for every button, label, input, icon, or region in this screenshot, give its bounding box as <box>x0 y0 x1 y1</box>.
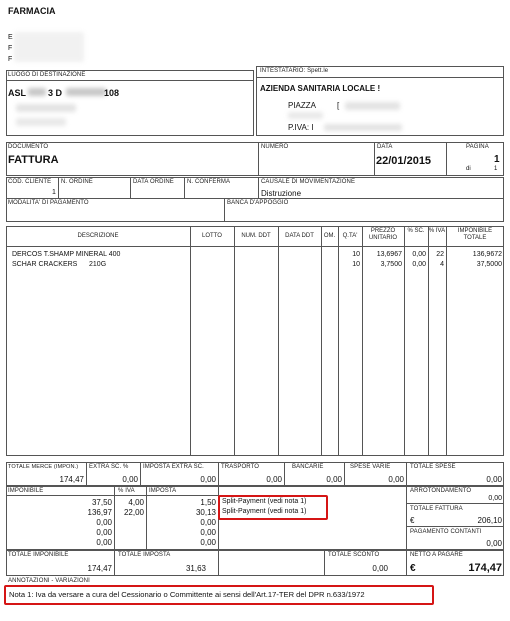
destination-asl-suffix: 108 <box>104 88 120 98</box>
redacted-holder-1 <box>345 102 400 110</box>
extra-sc: 0,00 <box>122 475 138 484</box>
destination-asl-mid: 3 D <box>48 88 63 98</box>
table-row-2-desc: SCHAR CRACKERS 210G <box>12 261 107 268</box>
col-prezzo: PREZZO UNITARIO <box>368 228 398 241</box>
holder-name: AZIENDA SANITARIA LOCALE ! <box>260 84 381 93</box>
cod-cliente-value: 1 <box>52 189 56 196</box>
col-qta: Q.TA' <box>342 233 358 239</box>
holder-street: PIAZZA <box>288 101 317 110</box>
vat-row-4-imponibile: 0,00 <box>96 528 112 537</box>
trasporto: 0,00 <box>266 475 282 484</box>
data-label: DATA <box>377 144 393 150</box>
table-row-1-totale: 136,9672 <box>472 251 502 258</box>
imposta-label: IMPOSTA <box>149 488 177 494</box>
col-imponibile: IMPONIBILE TOTALE <box>457 228 493 241</box>
table-row-1-prezzo: 13,6967 <box>376 251 402 258</box>
redacted-sender <box>14 32 84 62</box>
imponibile-label: IMPONIBILE <box>8 488 44 494</box>
arrotondamento-label: ARROTONDAMENTO <box>410 488 472 494</box>
vat-row-1-iva: 4,00 <box>128 498 144 507</box>
trasporto-label: TRASPORTO <box>221 464 260 470</box>
data-ordine-label: DATA ORDINE <box>133 179 174 185</box>
col-data-ddt: DATA DDT <box>285 233 314 239</box>
redacted-holder-2 <box>288 112 323 119</box>
destination-asl: ASL <box>8 88 26 98</box>
extra-sc-label: EXTRA SC. % <box>89 464 129 470</box>
pagina-di: di <box>466 166 471 172</box>
pagamento-label: PAGAMENTO CONTANTI <box>410 529 482 535</box>
nota-1-text: Nota 1: Iva da versare a cura del Cessionario o Committente ai sensi dell'Art.17-TER del DPR n.633/1972 <box>9 590 365 599</box>
spese-varie: 0,00 <box>388 475 404 484</box>
totale-merce: 174,47 <box>59 475 84 484</box>
vat-row-5-imponibile: 0,00 <box>96 538 112 547</box>
pagamento: 0,00 <box>486 539 502 548</box>
vat-row-3-imponibile: 0,00 <box>96 518 112 527</box>
split-payment-highlight <box>218 495 328 520</box>
col-lotto: LOTTO <box>202 233 222 239</box>
pagina-value: 1 <box>494 154 500 165</box>
vat-row-1-imposta: 1,50 <box>200 498 216 507</box>
col-descrizione: DESCRIZIONE <box>77 233 119 239</box>
netto-currency: € <box>410 563 416 574</box>
document-type: FATTURA <box>8 154 59 166</box>
n-ordine-label: N. ORDINE <box>61 179 93 185</box>
vat-row-3-imposta: 0,00 <box>200 518 216 527</box>
redacted-holder-3 <box>324 124 402 131</box>
causale-value: Distruzione <box>261 189 302 198</box>
pagina-total: 1 <box>494 166 498 172</box>
totale-fattura-label: TOTALE FATTURA <box>410 506 463 512</box>
banca-label: BANCA D'APPOGGIO <box>227 200 289 206</box>
vat-row-1-imponibile: 37,50 <box>91 498 112 507</box>
totale-imposta-label: TOTALE IMPOSTA <box>118 552 171 558</box>
imposta-extra: 0,00 <box>200 475 216 484</box>
annotazioni-label: ANNOTAZIONI - VARIAZIONI <box>8 578 90 584</box>
totale-fattura: 206,10 <box>477 516 502 525</box>
totale-spese-label: TOTALE SPESE <box>410 464 456 470</box>
col-sc: % SC. <box>407 228 425 234</box>
table-row-2-sc: 0,00 <box>412 261 426 268</box>
vat-row-2-iva: 22,00 <box>123 508 144 517</box>
sender-line-2: F <box>8 45 13 52</box>
totale-spese: 0,00 <box>486 475 502 484</box>
vat-row-4-imposta: 0,00 <box>200 528 216 537</box>
destination-label: LUOGO DI DESTINAZIONE <box>8 72 86 78</box>
col-iva: % IVA <box>428 228 446 234</box>
arrotondamento: 0,00 <box>488 495 502 502</box>
totale-fattura-currency: € <box>410 516 415 525</box>
col-om: OM. <box>323 233 336 239</box>
table-row-2-prezzo: 3,7500 <box>380 261 402 268</box>
col-num-ddt: NUM. DDT <box>241 233 271 239</box>
table-row-2-totale: 37,5000 <box>476 261 502 268</box>
spese-varie-label: SPESE VARIE <box>350 464 391 470</box>
table-row-1-sc: 0,00 <box>412 251 426 258</box>
redacted-dest-3 <box>16 104 76 112</box>
vat-row-1-note: Split-Payment (vedi nota 1) <box>222 498 307 505</box>
n-conferma-label: N. CONFERMA <box>187 179 231 185</box>
netto-label: NETTO A PAGARE <box>410 552 463 558</box>
iva-label: % IVA <box>118 488 135 494</box>
vat-row-2-imponibile: 136,97 <box>87 508 112 517</box>
causale-label: CAUSALE DI MOVIMENTAZIONE <box>261 179 356 185</box>
cod-cliente-label: COD. CLIENTE <box>8 179 52 185</box>
totale-merce-label: TOTALE MERCE (IMPON.) <box>8 464 79 470</box>
modalita-label: MODALITA' DI PAGAMENTO <box>8 200 89 206</box>
imposta-extra-label: IMPOSTA EXTRA SC. <box>143 464 204 470</box>
table-row-1-desc: DERCOS T.SHAMP MINERAL 400 <box>12 251 121 258</box>
document-label: DOCUMENTO <box>8 144 49 150</box>
vat-row-5-imposta: 0,00 <box>200 538 216 547</box>
vat-row-2-imposta: 30,13 <box>195 508 216 517</box>
redacted-dest-4 <box>16 118 66 126</box>
totale-imponibile: 174,47 <box>87 564 112 573</box>
sender-line-1: E <box>8 34 13 41</box>
bancarie-label: BANCARIE <box>292 464 324 470</box>
pagina-label: PAGINA <box>466 144 489 150</box>
document-date: 22/01/2015 <box>376 155 432 167</box>
holder-label: INTESTATARIO: Spett.le <box>260 68 329 74</box>
totale-imponibile-label: TOTALE IMPONIBILE <box>8 552 69 558</box>
holder-street-tail: [ <box>337 101 340 110</box>
table-row-2-iva: 4 <box>440 261 444 268</box>
table-row-1-iva: 22 <box>436 251 444 258</box>
redacted-dest-2 <box>66 88 106 96</box>
numero-label: NUMERO <box>261 144 289 150</box>
table-row-2-qta: 10 <box>352 261 360 268</box>
bancarie: 0,00 <box>326 475 342 484</box>
totale-sconto-label: TOTALE SCONTO <box>328 552 380 558</box>
redacted-dest-1 <box>28 88 46 96</box>
sender-line-3: F <box>8 56 13 63</box>
netto-a-pagare: 174,47 <box>468 562 502 574</box>
totale-imposta: 31,63 <box>185 564 206 573</box>
totale-sconto: 0,00 <box>372 564 388 573</box>
vat-row-2-note: Split-Payment (vedi nota 1) <box>222 508 307 515</box>
table-row-1-qta: 10 <box>352 251 360 258</box>
holder-vat: P.IVA: I <box>288 123 314 132</box>
sender-name: FARMACIA <box>8 6 56 16</box>
